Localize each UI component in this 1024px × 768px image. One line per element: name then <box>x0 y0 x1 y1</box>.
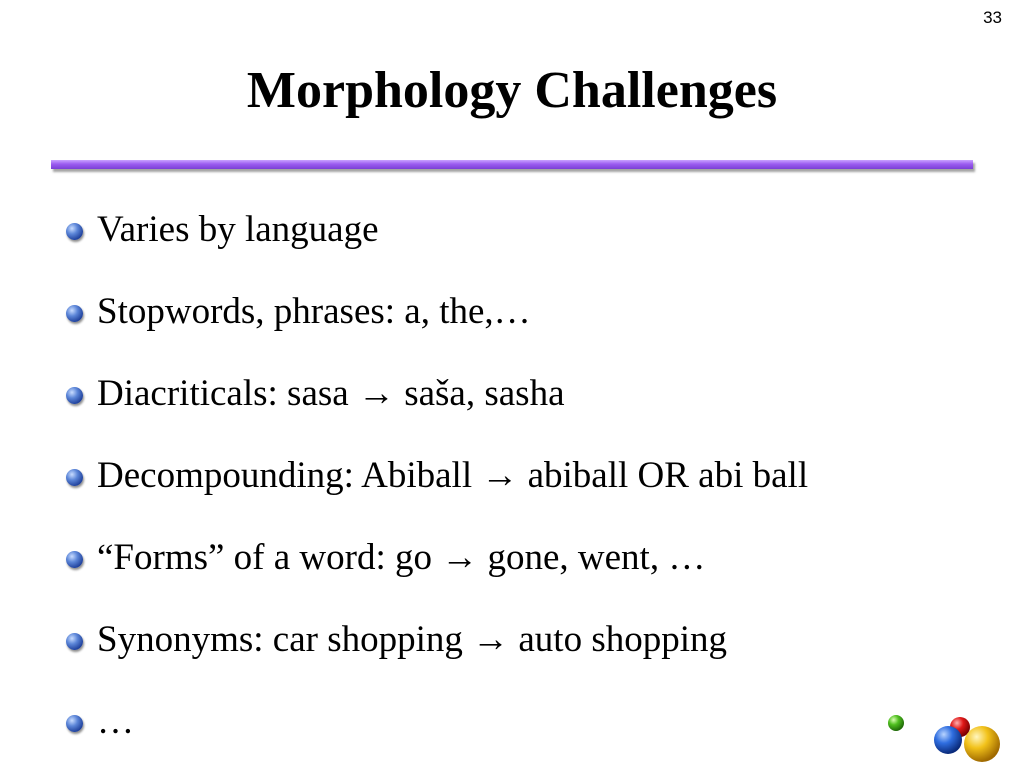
yellow-sphere <box>964 726 1000 762</box>
bullet-item <box>66 270 808 352</box>
bullet-item <box>66 680 808 762</box>
bullet-sphere-icon <box>66 223 83 240</box>
bullet-item <box>66 598 808 680</box>
bullet-text: … <box>97 700 134 742</box>
bullet-list <box>66 188 808 762</box>
title-underline-bar <box>51 160 973 169</box>
bullet-sphere-icon <box>66 715 83 732</box>
bullet-text: Synonyms: car shopping → auto shopping <box>97 618 728 660</box>
bullet-item <box>66 188 808 270</box>
bullet-text: Stopwords, phrases: a, the,… <box>97 290 531 332</box>
bullet-sphere-icon <box>66 469 83 486</box>
bullet-text: Diacriticals: sasa → saša, sasha <box>97 372 565 414</box>
slide-title: Morphology Challenges <box>246 62 778 119</box>
page-number: 33 <box>983 8 1002 27</box>
colored-spheres-logo-icon <box>880 706 1010 768</box>
bullet-sphere-icon <box>66 551 83 568</box>
bullet-sphere-icon <box>66 305 83 322</box>
green-sphere <box>888 715 904 731</box>
bullet-item <box>66 434 808 516</box>
bullet-item <box>66 352 808 434</box>
bullet-sphere-icon <box>66 387 83 404</box>
bullet-item <box>66 516 808 598</box>
bullet-text: “Forms” of a word: go → gone, went, … <box>97 536 706 578</box>
bullet-text: Decompounding: Abiball → abiball OR abi ball <box>97 454 809 496</box>
bullet-text: Varies by language <box>97 208 379 250</box>
blue-sphere <box>934 726 962 754</box>
bullet-sphere-icon <box>66 633 83 650</box>
